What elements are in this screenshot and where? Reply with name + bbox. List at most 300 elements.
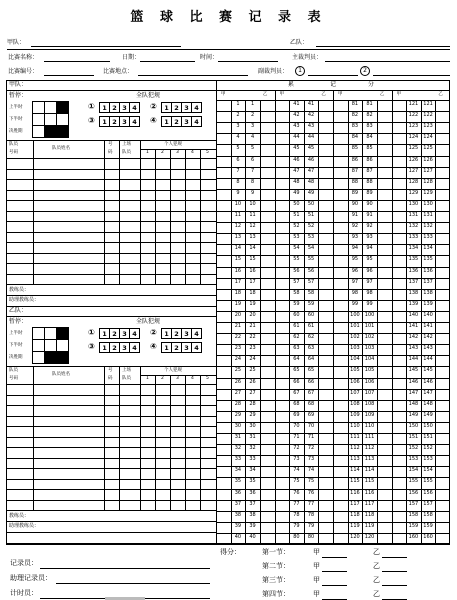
score-num-a: 110: [350, 422, 360, 429]
score-num-a: 78: [293, 511, 300, 518]
score-num-b: 150: [423, 422, 433, 429]
score-num-a: 8: [236, 178, 240, 185]
col-team: 队员: [9, 368, 18, 373]
asst-coach-label: 助理教练员：: [9, 297, 40, 303]
quarter-q3-icon: ③: [88, 342, 95, 351]
team-foul-box[interactable]: 1: [99, 116, 110, 127]
score-num-a: 47: [293, 167, 300, 174]
team-foul-box[interactable]: 3: [181, 102, 192, 113]
score-num-b: 136: [423, 267, 433, 274]
team-foul-box[interactable]: 3: [119, 342, 130, 353]
score-num-b: 96: [366, 267, 373, 274]
header-divider: [7, 49, 450, 50]
date-field[interactable]: [140, 61, 195, 62]
time-field[interactable]: [218, 61, 278, 62]
score-num-b: 129: [423, 189, 433, 196]
score-num-b: 104: [364, 356, 375, 363]
col-no2: 码: [108, 376, 113, 381]
score-num-b: 36: [249, 489, 256, 496]
final-b-label: 乙: [373, 576, 380, 584]
score-num-b: 135: [423, 256, 433, 263]
score-num-b: 55: [307, 256, 315, 263]
score-num-a: 59: [293, 300, 300, 307]
personal-foul-num: 3: [176, 150, 179, 155]
score-num-a: 49: [293, 189, 300, 196]
col-start: 上场: [122, 142, 131, 147]
table-row[interactable]: [6, 284, 216, 285]
row-line: [6, 295, 216, 296]
score-num-b: 83: [366, 123, 373, 130]
final-a-label: 甲: [313, 590, 320, 598]
score-num-b: 52: [307, 223, 315, 230]
score-num-a: 43: [293, 123, 300, 130]
score-num-a: 56: [293, 267, 300, 274]
table-row[interactable]: [6, 447, 216, 448]
score-num-b: 115: [364, 478, 375, 485]
team-foul-label: 全队犯规: [136, 92, 161, 99]
team-a-field[interactable]: [31, 46, 181, 47]
table-row[interactable]: [6, 416, 216, 417]
score-num-a: 119: [350, 522, 360, 529]
table-row[interactable]: [6, 221, 216, 222]
score-num-a: 144: [408, 356, 419, 363]
score-num-b: 90: [366, 200, 373, 207]
score-num-a: 155: [408, 478, 419, 485]
table-row[interactable]: [6, 263, 216, 264]
team-foul-box[interactable]: 2: [109, 102, 120, 113]
team-foul-box[interactable]: 2: [109, 116, 120, 127]
score-num-a: 45: [293, 145, 300, 152]
score-num-b: 57: [307, 278, 315, 285]
team-b-field[interactable]: [316, 46, 450, 47]
table-row[interactable]: [6, 405, 216, 406]
score-num-b: 17: [249, 278, 256, 285]
final-a-field[interactable]: [322, 571, 347, 572]
score-num-b: 87: [366, 167, 373, 174]
score-num-b: 59: [307, 300, 315, 307]
score-num-b: 61: [307, 323, 315, 329]
team-foul-q3-boxes: [100, 342, 140, 353]
col-a-header: 甲: [221, 92, 226, 97]
score-num-b: 128: [423, 178, 433, 185]
score-num-a: 102: [350, 334, 360, 341]
timeout-blocked: [56, 351, 69, 364]
team-foul-box[interactable]: 4: [129, 102, 140, 113]
venue-field[interactable]: [138, 75, 248, 76]
table-row[interactable]: [6, 510, 216, 511]
score-num-a: 35: [234, 478, 242, 485]
col-start2: 队员: [122, 150, 131, 155]
timeout-blocked: [56, 125, 69, 138]
score-num-b: 147: [423, 389, 433, 396]
score-num-b: 80: [307, 533, 315, 540]
score-num-a: 122: [408, 112, 419, 119]
table-row[interactable]: [6, 395, 216, 396]
personal-foul-num: 1: [146, 376, 149, 381]
score-num-a: 30: [234, 422, 242, 429]
score-num-a: 85: [351, 145, 359, 152]
score-num-b: 159: [423, 522, 433, 529]
score-num-a: 107: [350, 389, 360, 396]
team-foul-box[interactable]: 1: [99, 342, 110, 353]
score-num-b: 108: [364, 400, 375, 407]
score-num-a: 157: [408, 500, 419, 507]
score-num-a: 88: [351, 178, 359, 185]
table-row[interactable]: [6, 274, 216, 275]
score-num-b: 58: [307, 289, 315, 296]
score-num-b: 143: [423, 345, 433, 352]
col-start2: 队员: [122, 376, 131, 381]
final-q1-label: 第一节：: [262, 548, 290, 556]
team-foul-box[interactable]: 3: [181, 116, 192, 127]
score-num-b: 66: [307, 378, 315, 385]
team-foul-box[interactable]: 2: [171, 116, 182, 127]
score-num-a: 66: [293, 378, 300, 385]
personal-foul-num: 5: [206, 150, 209, 155]
score-num-b: 8: [250, 178, 255, 185]
score-num-a: 91: [351, 212, 359, 218]
team-label: 甲队：: [9, 81, 28, 88]
score-num-a: 3: [236, 123, 240, 130]
referee-circle-1: 1: [295, 66, 305, 76]
score-num-b: 98: [366, 289, 373, 296]
score-num-a: 13: [234, 234, 242, 241]
score-label: 得分：: [220, 548, 241, 556]
score-num-a: 136: [408, 267, 419, 274]
score-num-b: 116: [364, 489, 375, 496]
time-label: 时间：: [200, 54, 219, 61]
asst-recorder-field[interactable]: [56, 583, 210, 584]
score-num-a: 108: [350, 400, 360, 407]
score-num-b: 120: [364, 533, 375, 540]
score-num-b: 71: [307, 434, 315, 440]
score-num-a: 125: [408, 145, 419, 152]
col-b-header: 乙: [321, 92, 326, 97]
score-num-b: 70: [307, 422, 315, 429]
score-num-a: 115: [350, 478, 360, 485]
team-foul-q4-boxes: [162, 342, 202, 353]
score-num-b: 100: [364, 311, 375, 318]
table-row[interactable]: [6, 468, 216, 469]
score-num-b: 40: [249, 533, 256, 540]
score-num-b: 125: [423, 145, 433, 152]
col-reg: 号码: [9, 150, 18, 155]
final-q4-label: 第四节：: [262, 590, 290, 598]
score-num-a: 26: [234, 378, 242, 385]
score-num-a: 145: [408, 367, 419, 374]
score-num-a: 33: [234, 456, 242, 463]
score-num-b: 12: [249, 223, 256, 230]
score-num-a: 132: [408, 223, 419, 230]
col-a-header: 甲: [338, 92, 343, 97]
score-num-b: 111: [364, 434, 375, 440]
team-foul-box[interactable]: 1: [161, 328, 172, 339]
score-num-b: 82: [366, 112, 373, 119]
score-header-left: 累: [288, 81, 295, 88]
score-num-b: 86: [366, 156, 373, 163]
score-num-b: 23: [249, 345, 256, 352]
timekeeper-label: 计时员：: [10, 589, 38, 597]
score-num-a: 154: [408, 467, 419, 474]
personal-foul-num: 1: [146, 150, 149, 155]
score-num-b: 74: [307, 467, 315, 474]
team-foul-box[interactable]: 2: [171, 102, 182, 113]
score-num-b: 60: [307, 311, 315, 318]
score-num-b: 118: [364, 511, 375, 518]
score-num-a: 99: [351, 300, 359, 307]
score-num-a: 106: [350, 378, 360, 385]
score-num-b: 26: [249, 378, 256, 385]
col-name: 队员姓名: [52, 146, 70, 151]
score-num-b: 140: [423, 311, 433, 318]
col-a-header: 甲: [396, 92, 401, 97]
team-foul-box[interactable]: 1: [99, 102, 110, 113]
referee-2-field[interactable]: [373, 75, 450, 76]
team-foul-box[interactable]: 2: [109, 328, 120, 339]
score-num-a: 123: [408, 123, 419, 130]
score-num-a: 20: [234, 311, 242, 318]
score-num-b: 75: [307, 478, 315, 485]
final-b-label: 乙: [373, 548, 380, 556]
team-foul-label: 全队犯规: [136, 318, 161, 325]
team-foul-box[interactable]: 2: [171, 328, 182, 339]
score-num-a: 87: [351, 167, 359, 174]
score-num-b: 65: [307, 367, 315, 374]
team-foul-box[interactable]: 1: [161, 102, 172, 113]
score-num-b: 67: [307, 389, 315, 396]
score-num-b: 94: [366, 245, 373, 252]
score-num-a: 64: [293, 356, 300, 363]
match-no-label: 比赛编号：: [8, 68, 39, 75]
score-num-a: 131: [408, 212, 419, 218]
table-row[interactable]: [6, 426, 216, 427]
final-a-field[interactable]: [322, 585, 347, 586]
score-num-b: 22: [249, 334, 256, 341]
final-q2-label: 第二节：: [262, 562, 290, 570]
team-foul-box[interactable]: 4: [129, 342, 140, 353]
score-num-a: 152: [408, 445, 419, 452]
table-row[interactable]: [6, 169, 216, 170]
score-num-a: 133: [408, 234, 419, 241]
row-line: [6, 306, 216, 307]
score-num-b: 4: [250, 134, 255, 141]
score-num-b: 109: [364, 411, 375, 418]
chief-referee-field[interactable]: [325, 61, 450, 62]
team-foul-box[interactable]: 4: [129, 116, 140, 127]
score-num-b: 68: [307, 400, 315, 407]
score-num-b: 48: [307, 178, 315, 185]
score-num-b: 16: [249, 267, 256, 274]
score-header-mid: 记: [330, 81, 337, 88]
score-num-a: 94: [351, 245, 359, 252]
score-num-b: 117: [364, 500, 375, 507]
table-row[interactable]: [6, 458, 216, 459]
score-num-a: 44: [293, 134, 300, 141]
team-foul-box[interactable]: 3: [181, 342, 192, 353]
score-num-a: 96: [351, 267, 359, 274]
score-num-a: 57: [293, 278, 300, 285]
team-foul-box[interactable]: 1: [161, 116, 172, 127]
score-num-a: 15: [234, 256, 242, 263]
table-row[interactable]: [6, 437, 216, 438]
score-num-a: 109: [350, 411, 360, 418]
score-num-a: 146: [408, 378, 419, 385]
match-no-field[interactable]: [44, 75, 94, 76]
team-foul-box[interactable]: 3: [119, 328, 130, 339]
score-num-a: 118: [350, 511, 360, 518]
score-num-a: 67: [293, 389, 300, 396]
score-num-a: 60: [293, 311, 300, 318]
score-num-b: 54: [307, 245, 315, 252]
team-foul-box[interactable]: 4: [191, 102, 202, 113]
score-num-a: 14: [234, 245, 242, 252]
team-foul-q4-boxes: [162, 116, 202, 127]
score-num-a: 116: [350, 489, 360, 496]
team-foul-box[interactable]: 4: [191, 342, 202, 353]
score-num-a: 153: [408, 456, 419, 463]
table-row[interactable]: [6, 211, 216, 212]
recorder-label: 记录员：: [10, 559, 38, 567]
score-num-a: 23: [234, 345, 242, 352]
referee-1-field[interactable]: [308, 75, 358, 76]
final-a-field[interactable]: [322, 557, 347, 558]
score-num-a: 42: [293, 112, 300, 119]
team-foul-box[interactable]: 3: [119, 102, 130, 113]
team-foul-box[interactable]: 1: [161, 342, 172, 353]
score-num-a: 141: [408, 323, 419, 329]
score-num-b: 114: [364, 467, 375, 474]
score-num-a: 4: [236, 134, 240, 141]
score-num-b: 137: [423, 278, 433, 285]
score-num-a: 31: [234, 434, 242, 440]
table-row[interactable]: [6, 190, 216, 191]
score-num-b: 46: [307, 156, 315, 163]
table-row[interactable]: [6, 479, 216, 480]
score-num-a: 77: [293, 500, 300, 507]
recorder-field[interactable]: [40, 568, 210, 569]
row-line: [6, 521, 216, 522]
quarter-q2-icon: ②: [150, 328, 157, 337]
score-num-a: 156: [408, 489, 419, 496]
table-row[interactable]: [6, 232, 216, 233]
team-foul-box[interactable]: 2: [109, 342, 120, 353]
score-num-a: 127: [408, 167, 419, 174]
score-num-a: 105: [350, 367, 360, 374]
score-num-b: 27: [249, 389, 256, 396]
col-b-header: 乙: [438, 92, 443, 97]
row-line: [6, 532, 216, 533]
score-num-a: 51: [293, 212, 300, 218]
score-num-a: 65: [293, 367, 300, 374]
score-num-a: 68: [293, 400, 300, 407]
table-row[interactable]: [6, 500, 216, 501]
row-line: [140, 149, 216, 150]
score-num-a: 12: [234, 223, 242, 230]
team-b-label: 乙队：: [290, 39, 309, 46]
score-num-a: 95: [351, 256, 359, 263]
score-num-b: 79: [307, 522, 315, 529]
score-num-a: 98: [351, 289, 359, 296]
group-line: [333, 90, 334, 544]
score-num-b: 30: [249, 422, 256, 429]
table-row[interactable]: [6, 253, 216, 254]
team-label: 乙队：: [9, 307, 28, 314]
score-num-b: 97: [366, 278, 373, 285]
score-num-b: 84: [366, 134, 373, 141]
score-num-b: 6: [250, 156, 255, 163]
table-row[interactable]: [6, 179, 216, 180]
score-num-b: 132: [423, 223, 433, 230]
score-num-b: 49: [307, 189, 315, 196]
score-num-a: 120: [350, 533, 360, 540]
score-num-b: 19: [249, 300, 256, 307]
table-row[interactable]: [6, 200, 216, 201]
quarter-q2-icon: ②: [150, 102, 157, 111]
score-num-a: 130: [408, 200, 419, 207]
score-num-a: 2: [236, 112, 240, 119]
score-num-a: 21: [234, 323, 242, 329]
score-num-a: 135: [408, 256, 419, 263]
score-num-a: 140: [408, 311, 419, 318]
score-num-a: 114: [350, 467, 360, 474]
overtime-label: 决胜期: [9, 129, 23, 134]
score-num-b: 134: [423, 245, 433, 252]
team-foul-box[interactable]: 1: [99, 328, 110, 339]
col-start: 上场: [122, 368, 131, 373]
col-reg: 号码: [9, 376, 18, 381]
team-foul-box[interactable]: 2: [171, 342, 182, 353]
final-b-field[interactable]: [382, 557, 407, 558]
score-num-b: 51: [307, 212, 315, 218]
score-num-b: 138: [423, 289, 433, 296]
team-foul-box[interactable]: 4: [191, 116, 202, 127]
score-num-a: 159: [408, 522, 419, 529]
score-num-b: 103: [364, 345, 375, 352]
score-num-b: 93: [366, 234, 373, 241]
score-num-b: 156: [423, 489, 433, 496]
overtime-label: 决胜期: [9, 355, 23, 360]
score-num-a: 25: [234, 367, 242, 374]
team-foul-box[interactable]: 4: [191, 328, 202, 339]
team-a-label: 甲队：: [7, 39, 26, 46]
score-num-a: 6: [236, 156, 240, 163]
row-line: [6, 316, 216, 317]
team-foul-box[interactable]: 3: [119, 116, 130, 127]
col-b-header: 乙: [379, 92, 385, 97]
table-row[interactable]: [6, 242, 216, 243]
score-num-b: 39: [249, 522, 256, 529]
score-num-a: 89: [351, 189, 359, 196]
quarter-q1-icon: ①: [88, 102, 95, 111]
score-num-b: 154: [423, 467, 433, 474]
score-num-b: 63: [307, 345, 315, 352]
score-num-a: 79: [293, 522, 300, 529]
score-num-a: 38: [234, 511, 242, 518]
score-num-b: 11: [249, 212, 256, 218]
table-row[interactable]: [6, 489, 216, 490]
final-b-field[interactable]: [382, 585, 407, 586]
team-foul-box[interactable]: 4: [129, 328, 140, 339]
row-line: [140, 375, 216, 376]
score-num-a: 48: [293, 178, 300, 185]
score-num-b: 37: [249, 500, 256, 507]
match-name-field[interactable]: [44, 61, 110, 62]
score-num-b: 21: [249, 323, 256, 329]
final-a-label: 甲: [313, 576, 320, 584]
team-foul-box[interactable]: 3: [181, 328, 192, 339]
final-b-field[interactable]: [382, 571, 407, 572]
score-num-b: 124: [423, 134, 433, 141]
